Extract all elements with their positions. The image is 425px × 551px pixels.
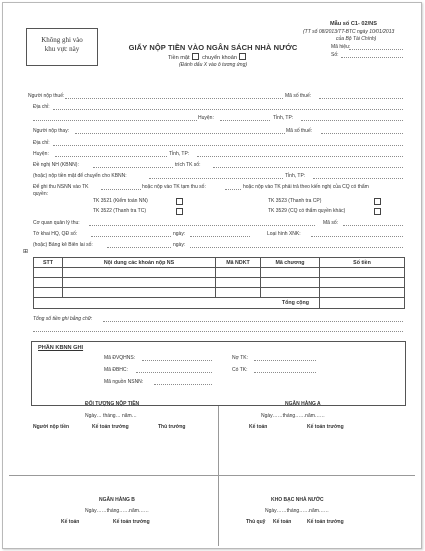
bank-a-date: Ngày……tháng……năm……: [261, 413, 325, 419]
payment-method-row: [168, 53, 246, 62]
payer-role: Thủ trưởng: [158, 424, 186, 430]
city-3-label: Tỉnh, TP:: [285, 173, 306, 179]
cash-checkbox[interactable]: [192, 53, 199, 60]
bank-b-role: Kế toán: [61, 519, 80, 525]
number-label: Số:: [331, 52, 339, 58]
tk-3529-checkbox[interactable]: [374, 208, 381, 215]
district-1-label: Huyện:: [198, 115, 214, 121]
tk-3522-label: TK 3522 (Thanh tra TC): [93, 208, 146, 214]
signature-horizontal-divider: [9, 475, 415, 476]
bank-b-role: Kế toán trưởng: [113, 519, 150, 525]
total-words-label: Tổng số tiền ghi bằng chữ:: [33, 316, 93, 322]
symbol-field[interactable]: [349, 49, 403, 50]
check-note: (Đánh dấu X vào ô tương ứng): [179, 62, 248, 68]
table-anchor-icon: ⊞: [23, 249, 29, 255]
column-header: Mã NDKT: [216, 258, 261, 268]
revenue-account-field[interactable]: [101, 189, 141, 190]
tk-3523-option[interactable]: [268, 198, 321, 204]
bank-request-label: Đề nghị NH (KBNN):: [33, 162, 79, 168]
source-field[interactable]: [154, 384, 212, 385]
temp-account-field[interactable]: [225, 189, 241, 190]
dbhc-field[interactable]: [136, 372, 212, 373]
table-header-row: [34, 258, 405, 268]
date-label: ngày:: [173, 231, 186, 237]
import-type-label: Loại hình XNK:: [267, 231, 301, 237]
address-1-field[interactable]: [53, 109, 403, 110]
treasury-title: KHO BẠC NHÀ NƯỚC: [271, 497, 324, 503]
treasury-role: Kế toán: [273, 519, 292, 525]
table-row[interactable]: [34, 288, 405, 298]
date-field[interactable]: [190, 236, 250, 237]
payer-proxy-label: Người nộp thay:: [33, 128, 70, 134]
tk-3521-label: TK 3521 (Kiểm toán NN): [93, 198, 148, 204]
payer-date: Ngày… tháng… năm…: [85, 413, 137, 419]
bank-a-title: NGÂN HÀNG A: [285, 401, 321, 407]
form-title: GIẤY NỘP TIỀN VÀO NGÂN SÁCH NHÀ NƯỚC: [128, 43, 298, 52]
treasury-role: Kế toán trưởng: [307, 519, 344, 525]
tk-3521-checkbox[interactable]: [176, 198, 183, 205]
tk-3523-checkbox[interactable]: [374, 198, 381, 205]
number-field[interactable]: [341, 57, 403, 58]
date-2-label: ngày:: [173, 242, 186, 248]
issuer-ref: của Bộ Tài Chính): [336, 36, 377, 42]
table-row[interactable]: [34, 278, 405, 288]
payer-proxy-field[interactable]: [75, 133, 285, 134]
total-amount-cell[interactable]: [320, 298, 405, 309]
district-2-field[interactable]: [55, 156, 167, 157]
city-2-label: Tỉnh, TP:: [169, 151, 190, 157]
tk-3529-label: TK 3529 (CQ có thẩm quyền khác): [268, 208, 346, 214]
signature-vertical-divider: [218, 406, 219, 546]
cash-label: Tiền mặt: [168, 55, 190, 61]
source-label: Mã nguồn NSNN:: [104, 379, 144, 385]
address-1-cont-field[interactable]: [33, 120, 197, 121]
bank-request-field[interactable]: [93, 167, 173, 168]
state-register-field[interactable]: [107, 247, 171, 248]
date-2-field[interactable]: [190, 247, 403, 248]
refund-account-label: hoặc nộp vào TK phải trả theo kiến nghị của CQ có thẩm: [243, 184, 369, 190]
treasury-section-title: PHẦN KBNN GHI: [38, 345, 84, 351]
address-2-label: Địa chỉ:: [33, 140, 50, 146]
payer-title: ĐỐI TƯỢNG NỘP TIỀN: [85, 401, 140, 407]
code-label: Mã số:: [323, 220, 339, 226]
circular-ref: (TT số 08/2013/TT-BTC ngày 10/01/2013: [303, 29, 395, 35]
reserved-area-box: [26, 28, 98, 66]
table-row[interactable]: [34, 268, 405, 278]
debit-account-label: trích TK số:: [175, 162, 201, 168]
cash-to-kbnn-field[interactable]: [149, 178, 283, 179]
address-2-field[interactable]: [53, 145, 403, 146]
column-header: Số tiền: [320, 258, 405, 268]
temp-account-label: hoặc nộp vào TK tạm thu số:: [142, 184, 206, 190]
bank-b-title: NGÂN HÀNG B: [99, 497, 135, 503]
form-number: Mẫu số C1- 02/NS: [330, 21, 377, 27]
tk-3529-option[interactable]: [268, 208, 345, 214]
treasury-role: Thủ quỹ: [246, 519, 266, 525]
total-label: Tổng cộng: [34, 298, 320, 309]
tax-code-1-label: Mã số thuế:: [285, 93, 312, 99]
payer-label: Người nộp thuế:: [28, 93, 65, 99]
tk-3523-label: TK 3523 (Thanh tra CP): [268, 198, 322, 204]
bank-a-role: Kế toán trưởng: [307, 424, 344, 430]
bank-b-date: Ngày……tháng……năm……: [85, 508, 149, 514]
column-header: Nội dung các khoản nộp NS: [63, 258, 216, 268]
revenue-into-label: Để ghi thu NSNN vào TK: [33, 184, 89, 190]
reserved-area-line-2: khu vực này: [44, 45, 80, 53]
treasury-date: Ngày……tháng……năm……: [265, 508, 329, 514]
district-2-label: Huyện:: [33, 151, 49, 157]
total-words-cont-field[interactable]: [33, 331, 403, 332]
tax-code-2-label: Mã số thuế:: [286, 128, 313, 134]
transfer-checkbox[interactable]: [239, 53, 246, 60]
column-header: Mã chương: [261, 258, 320, 268]
treasury-section: [31, 341, 406, 406]
code-field[interactable]: [343, 225, 403, 226]
total-words-field[interactable]: [103, 321, 403, 322]
cash-to-kbnn-label: (hoặc) nộp tiền mặt để chuyển cho KBNN:: [33, 173, 127, 179]
payer-role: Người nộp tiền: [33, 424, 70, 430]
agency-field[interactable]: [89, 225, 315, 226]
credit-field[interactable]: [254, 372, 316, 373]
city-2-field[interactable]: [197, 156, 403, 157]
tk-3522-option[interactable]: [93, 208, 146, 214]
payment-form-page: [2, 2, 422, 549]
dvqhns-label: Mã ĐVQHNS:: [104, 355, 136, 361]
payer-field[interactable]: [65, 98, 283, 99]
debit-label: Nợ TK:: [232, 355, 248, 361]
credit-label: Có TK:: [232, 367, 248, 373]
customs-decl-field[interactable]: [91, 236, 171, 237]
dvqhns-field[interactable]: [142, 360, 212, 361]
district-1-field[interactable]: [220, 120, 270, 121]
authority-label: quyền:: [33, 191, 49, 197]
total-row: [34, 298, 405, 309]
city-3-field[interactable]: [313, 178, 403, 179]
import-type-field[interactable]: [311, 236, 403, 237]
tax-code-1-field[interactable]: [319, 98, 403, 99]
tax-code-2-field[interactable]: [321, 133, 403, 134]
customs-decl-label: Tờ khai HQ, QĐ số:: [33, 231, 78, 237]
debit-account-field[interactable]: [213, 167, 403, 168]
dbhc-label: Mã ĐBHC:: [104, 367, 128, 373]
transfer-label: chuyển khoản: [202, 55, 237, 61]
state-register-label: (hoặc) Bảng kê Biên lai số:: [33, 242, 93, 248]
debit-field[interactable]: [254, 360, 316, 361]
symbol-label: Mã hiệu:: [331, 44, 351, 50]
city-1-field[interactable]: [301, 120, 403, 121]
column-header: STT: [34, 258, 63, 268]
tk-3522-checkbox[interactable]: [176, 208, 183, 215]
bank-a-role: Kế toán: [249, 424, 268, 430]
reserved-area-line-1: Không ghi vào: [41, 36, 83, 44]
tk-3521-option[interactable]: [93, 198, 148, 204]
address-1-label: Địa chỉ:: [33, 104, 50, 110]
payer-role: Kế toán trưởng: [92, 424, 129, 430]
payment-items-table: [33, 257, 405, 309]
city-1-label: Tỉnh, TP:: [273, 115, 294, 121]
agency-label: Cơ quan quản lý thu:: [33, 220, 80, 226]
